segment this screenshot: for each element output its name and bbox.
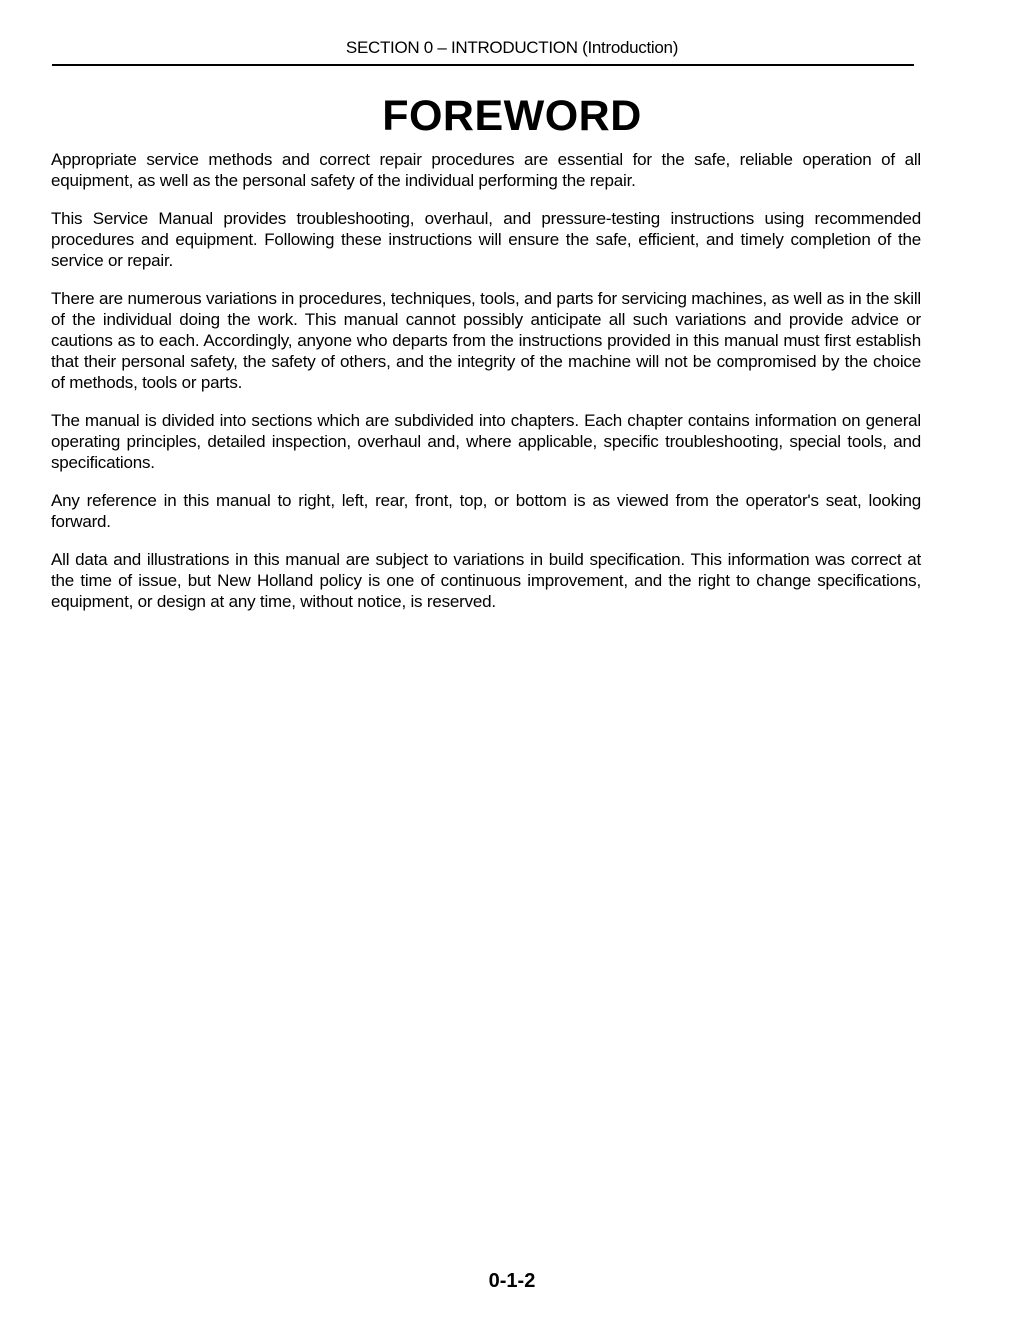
foreword-body — [51, 149, 921, 629]
paragraph-variations: There are numerous variations in procedures, techniques, tools, and parts for servicing machines, as well as in the skill of the individual doing the work. This manual cannot possibly anticipate all such variations and provide advice or cautions as to each. Accordingly, anyone who departs from the instructions provided in this manual must first establish that their personal safety, the safety of others, and the integrity of the machine will not be compromised by the choice of methods, tools or parts. — [51, 289, 921, 392]
section-header: SECTION 0 – INTRODUCTION (Introduction) — [345, 38, 679, 57]
header-rule — [52, 64, 914, 66]
page-title: FOREWORD — [382, 92, 642, 140]
paragraph-manual-provides: This Service Manual provides troubleshooting, overhaul, and pressure-testing instructions using recommended procedures and equipment. Following these instructions will ensure the safe, efficient, and timely completion of the service or repair. — [51, 209, 921, 270]
paragraph-service-methods: Appropriate service methods and correct repair procedures are essential for the safe, reliable operation of all equipment, as well as the personal safety of the individual performing the repair. — [51, 150, 921, 190]
paragraph-data-disclaimer: All data and illustrations in this manual are subject to variations in build specification. This information was correct at the time of issue, but New Holland policy is one of continuous improvement, and the right to change specifications, equipment, or design at any time, without notice, is reserved. — [51, 550, 921, 611]
paragraph-manual-sections: The manual is divided into sections which are subdivided into chapters. Each chapter contains information on general operating principles, detailed inspection, overhaul and, where applicable, specific troubleshooting, special tools, and specifications. — [51, 411, 921, 472]
paragraph-orientation-reference: Any reference in this manual to right, left, rear, front, top, or bottom is as viewed from the operator's seat, looking forward. — [51, 491, 921, 531]
page-number: 0-1-2 — [488, 1270, 536, 1292]
